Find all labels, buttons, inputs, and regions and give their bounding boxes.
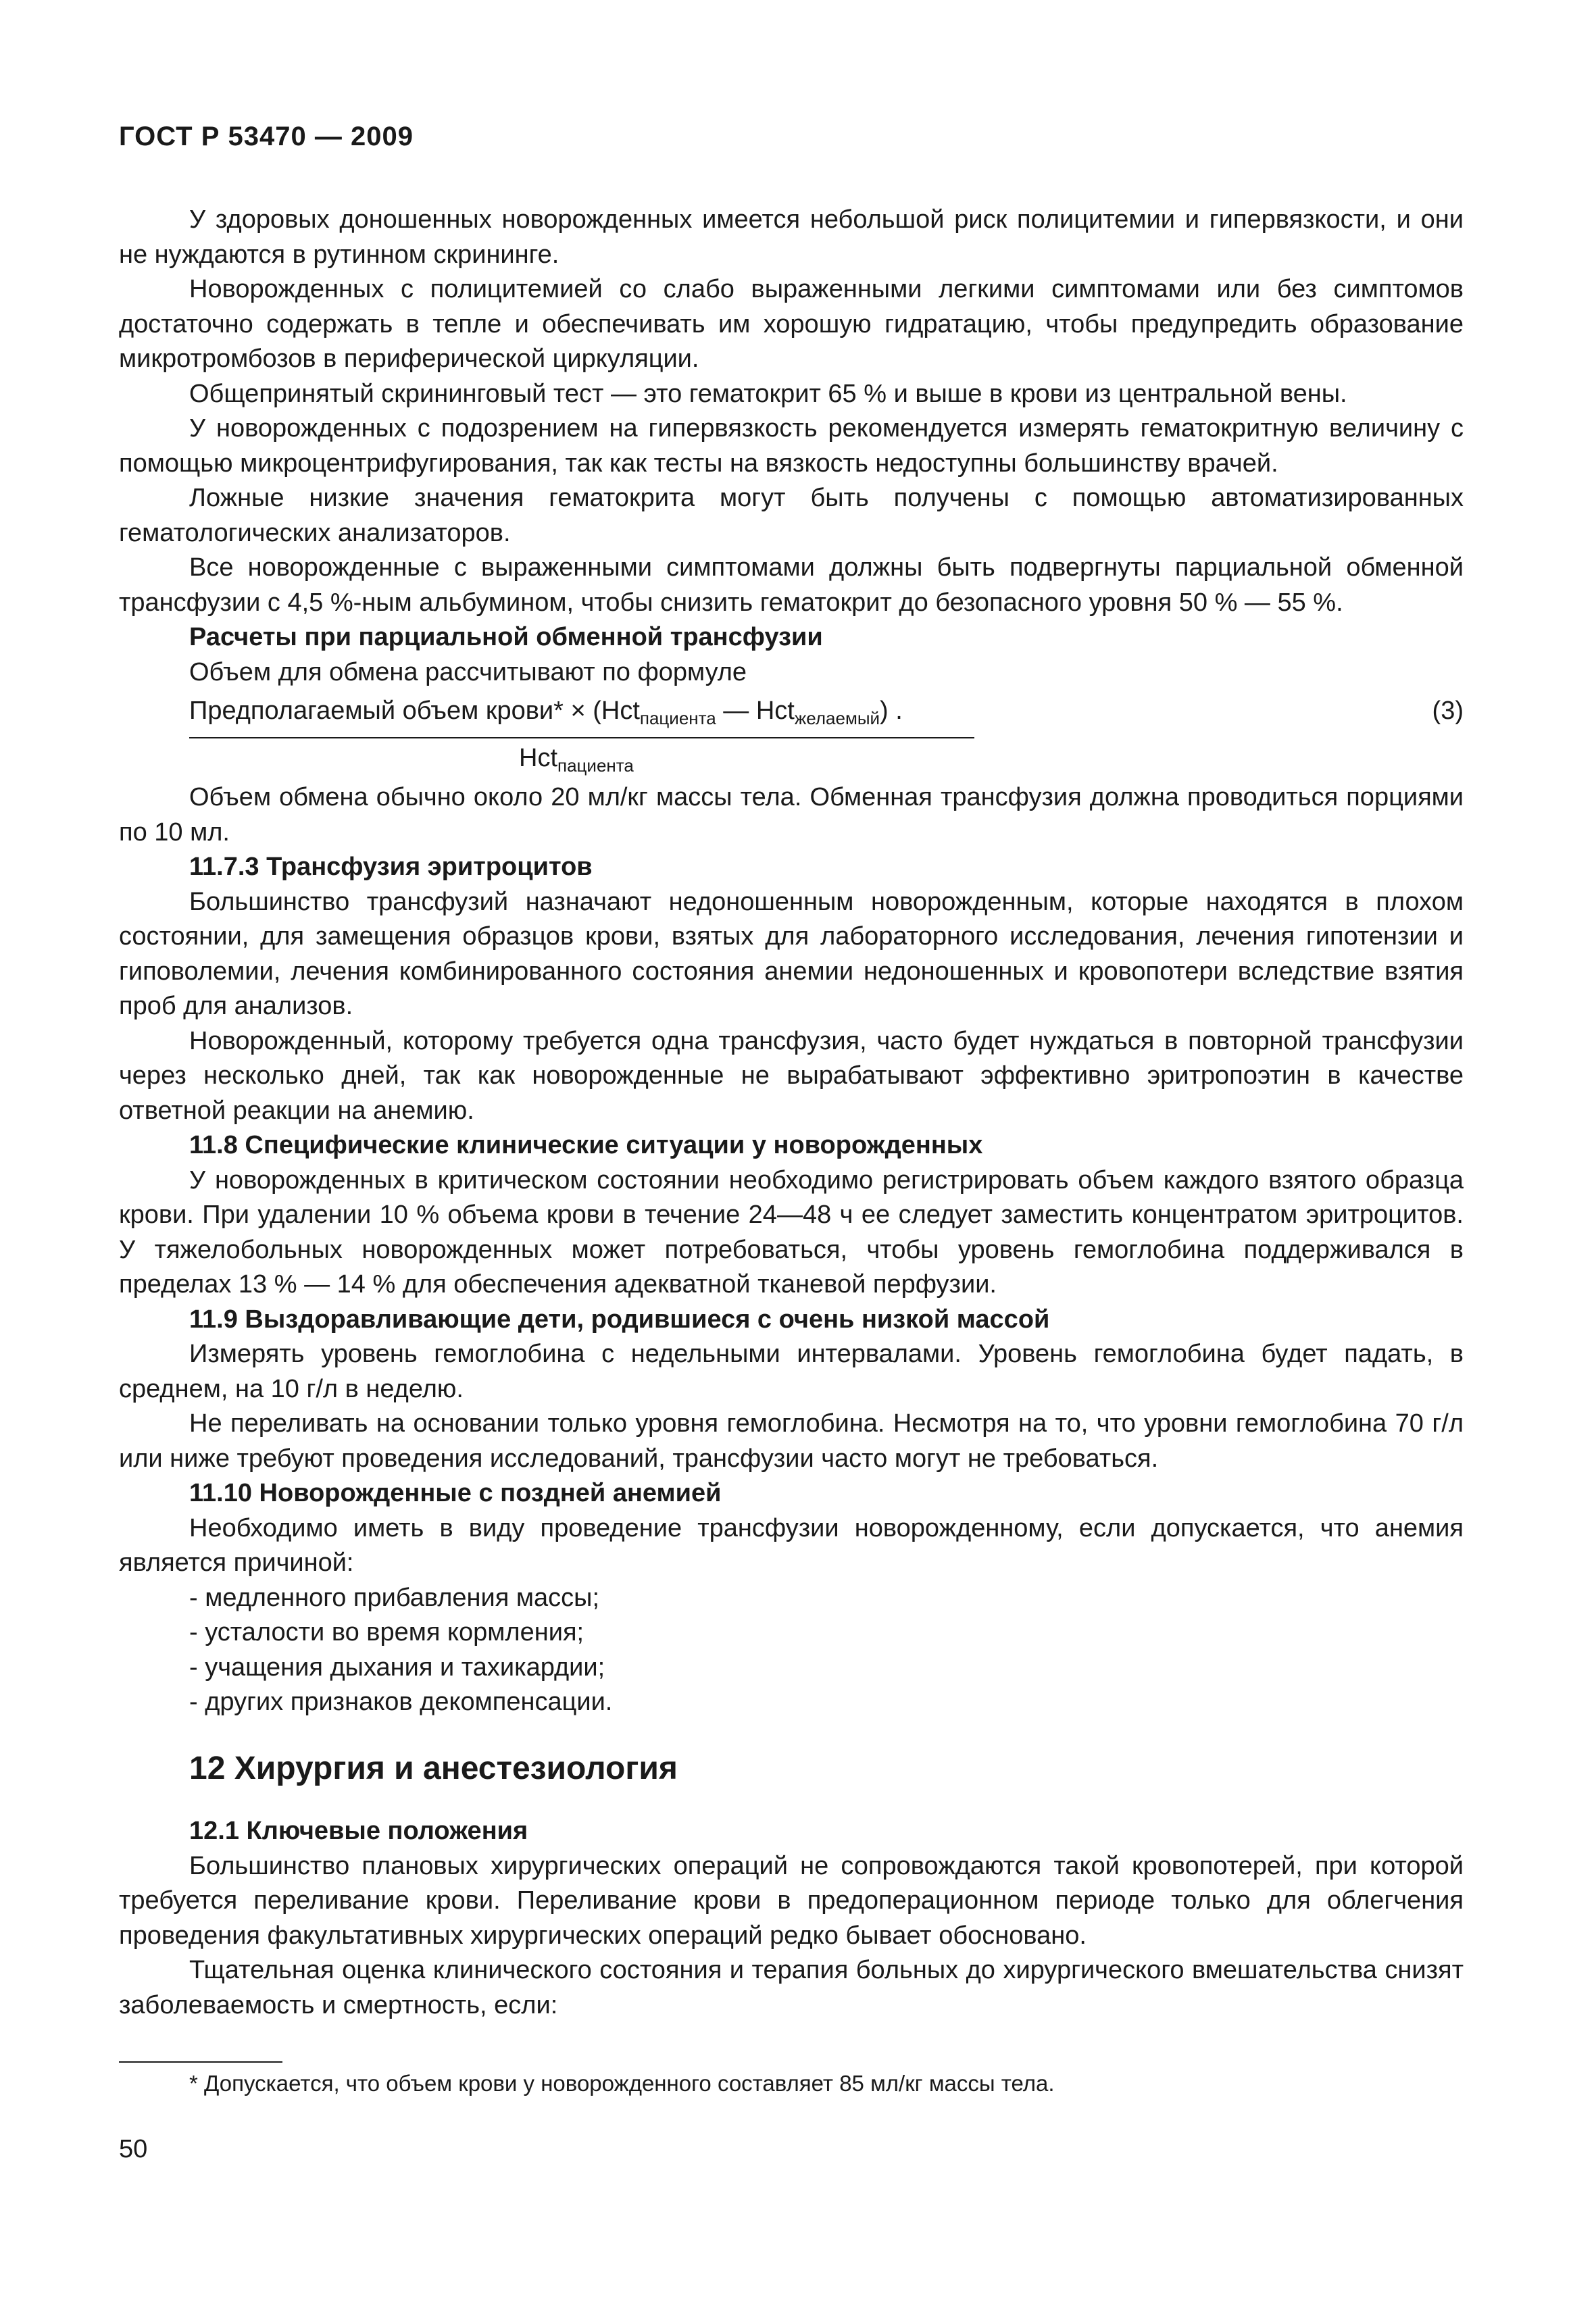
equation-number: (3) bbox=[1432, 697, 1464, 725]
chapter-heading-12: 12 Хирургия и анестезиология bbox=[189, 1750, 678, 1786]
list-item: - усталости во время кормления; bbox=[189, 1618, 584, 1646]
paragraph: Все новорожденные с выраженными симптомами должны быть подвергнуты парциальной обменной трансфузии с 4,5 %-ным альбумином, чтобы снизить гематокрит до безопасного уровня 50 % — 55 %. bbox=[119, 553, 1464, 617]
paragraph: Ложные низкие значения гематокрита могут быть получены с помощью автоматизированных гематологических анализаторов. bbox=[119, 484, 1464, 547]
paragraph: Необходимо иметь в виду проведение трансфузии новорожденному, если допускается, что анемия является причиной: bbox=[119, 1513, 1464, 1577]
section-heading-12-1: 12.1 Ключевые положения bbox=[189, 1817, 528, 1845]
document-header: ГОСТ Р 53470 — 2009 bbox=[119, 122, 414, 151]
paragraph: Новорожденных с полицитемией со слабо выраженными легкими симптомами или без симптомов достаточно содержать в тепле и обеспечивать им хорошую гидратацию, чтобы предупредить образование микротромбозов в периферической циркуляции. bbox=[119, 275, 1464, 373]
exchange-heading: Расчеты при парциальной обменной трансфузии bbox=[189, 623, 823, 651]
list-item: - медленного прибавления массы; bbox=[189, 1583, 599, 1612]
paragraph: Объем обмена обычно около 20 мл/кг массы тела. Обменная трансфузия должна проводиться порциями по 10 мл. bbox=[119, 783, 1464, 847]
section-heading-11-10: 11.10 Новорожденные с поздней анемией bbox=[189, 1479, 722, 1507]
section-heading-11-9: 11.9 Выздоравливающие дети, родившиеся с очень низкой массой bbox=[189, 1305, 1050, 1334]
footnote: * Допускается, что объем крови у новорожденного составляет 85 мл/кг массы тела. bbox=[189, 2071, 1055, 2096]
formula-numerator: Предполагаемый объем крови* × (Hct$_{пациента}$ — Hct$_{желаемый}$) . bbox=[189, 697, 903, 728]
paragraph: Тщательная оценка клинического состояния и терапия больных до хирургического вмешательства снизят заболеваемость и смертность, если: bbox=[119, 1956, 1464, 2019]
section-heading-11-7-3: 11.7.3 Трансфузия эритроцитов bbox=[189, 853, 593, 881]
exchange-intro: Объем для обмена рассчитывают по формуле bbox=[189, 657, 747, 686]
paragraph: Не переливать на основании только уровня гемоглобина. Несмотря на то, что уровни гемоглобина 70 г/л или ниже требуют проведения исследований, трансфузии часто могут не требоваться. bbox=[119, 1409, 1464, 1473]
formula-denominator: Hct$_{пациента}$ bbox=[519, 744, 634, 776]
fraction-bar bbox=[189, 737, 974, 738]
paragraph: Большинство плановых хирургических операций не сопровождаются такой кровопотерей, при которой требуется переливание крови. Переливание крови в предоперационном периоде только для облегчения проведения факультативных хирургических операций редко бывает обосновано. bbox=[119, 1851, 1464, 1950]
paragraph: Общепринятый скрининговый тест — это гематокрит 65 % и выше в крови из центральной вены. bbox=[189, 379, 1347, 408]
list-item: - учащения дыхания и тахикардии; bbox=[189, 1653, 605, 1682]
page-number: 50 bbox=[119, 2135, 148, 2163]
exchange-formula bbox=[119, 694, 1464, 780]
list-item: - других признаков декомпенсации. bbox=[189, 1688, 613, 1716]
paragraph: Измерять уровень гемоглобина с недельными интервалами. Уровень гемоглобина будет падать, в среднем, на 10 г/л в неделю. bbox=[119, 1340, 1464, 1403]
paragraph: У новорожденных с подозрением на гипервязкость рекомендуется измерять гематокритную величину с помощью микроцентрифугирования, так как тесты на вязкость недоступны большинству врачей. bbox=[119, 414, 1464, 478]
paragraph: У новорожденных в критическом состоянии необходимо регистрировать объем каждого взятого образца крови. При удалении 10 % объема крови в течение 24—48 ч ее следует заместить концентратом эритроцитов. У тяжелобольных новорожденных может потребоваться, чтобы уровень гемоглобина поддерживался в пределах 13 % — 14 % для обеспечения адекватной тканевой перфузии. bbox=[119, 1165, 1464, 1299]
paragraph: Новорожденный, которому требуется одна трансфузия, часто будет нуждаться в повторной трансфузии через несколько дней, так как новорожденные не вырабатывают эффективно эритропоэтин в качестве ответной реакции на анемию. bbox=[119, 1026, 1464, 1125]
paragraph: У здоровых доношенных новорожденных имеется небольшой риск полицитемии и гипервязкости, и они не нуждаются в рутинном скрининге. bbox=[119, 205, 1464, 269]
section-heading-11-8: 11.8 Специфические клинические ситуации у новорожденных bbox=[189, 1131, 983, 1159]
footnote-rule bbox=[119, 2061, 282, 2063]
document-body bbox=[119, 203, 1464, 2023]
paragraph: Большинство трансфузий назначают недоношенным новорожденным, которые находятся в плохом состоянии, для замещения образцов крови, взятых для лабораторного исследования, лечения гипотензии и гиповолемии, лечения комбинированного состояния анемии недоношенных и кровопотери вследствие взятия проб для анализов. bbox=[119, 887, 1464, 1020]
